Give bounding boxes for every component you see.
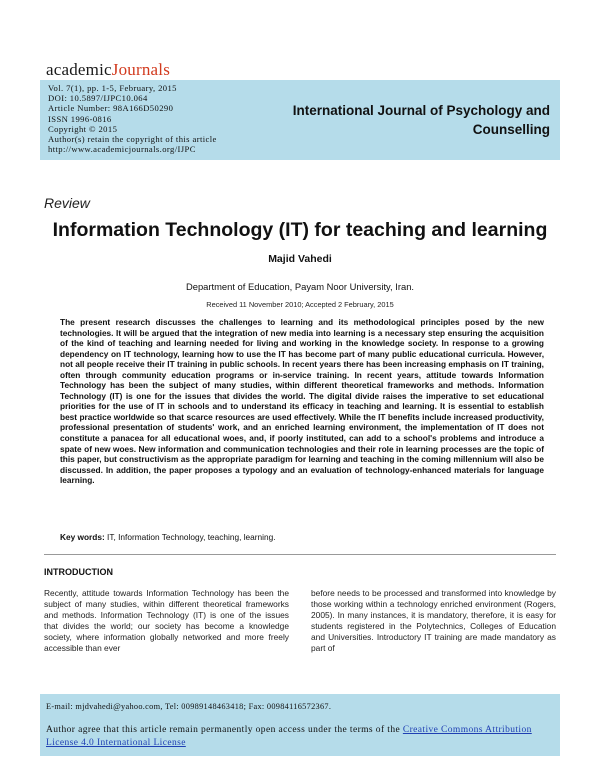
abstract: The present research discusses the challenges to learning and its methodological principles posed by the new technologies. It will be argued that the integration of new media into learning is a necessary step ensuring the acquisition of the kind of teaching and learning needed for living and working in the knowledge society. In response to a growing dependency on IT technology, learning how to use the IT has become part of many public educational curricula. However, not all people receive their IT training in public schools. In recent years there has been increasing emphasis on IT training, often through community education programs or in-service training. In recent years, attitude towards Information Technology has been the subject of many studies, within different theoretical frameworks and methods. Information Technology (IT) is one for the issues that divides the world. The digital divide raises the imperative to set educational priorities for the use of IT in schools and to understand its efficacy in teaching and learning. It is essential to establish best practice worldwide so that scarce resources are used effectively. While the IT benefits include increased productivity, professional presentation of students' work, and an enriched learning environment, the implementation of IT does not constitute a panacea for all educational woes, and, if poorly instituted, can add to a school's problems and introduce a spate of new woes. New information and communication technologies and their role in learning processes are the topic of this paper, but constructivism as the appropriate paradigm for learning and teaching in the coming millennium will also be discussed. In addition, the paper proposes a typology and an evaluation of technology-enhanced materials for language learning. [60, 317, 544, 486]
meta-url[interactable]: http://www.academicjournals.org/IJPC [48, 144, 196, 155]
received-dates: Received 11 November 2010; Accepted 2 February, 2015 [206, 300, 394, 309]
license-text: Author agree that this article remain permanently open access under the terms of the [46, 725, 403, 735]
keywords-list: IT, Information Technology, teaching, learning. [107, 532, 276, 542]
author-name: Majid Vahedi [268, 253, 332, 265]
publisher-logo [46, 60, 170, 80]
meta-doi: DOI: 10.5897/IJPC10.064 [48, 93, 148, 104]
journal-title-line1: International Journal of Psychology and [292, 103, 550, 118]
section-heading: INTRODUCTION [44, 567, 113, 577]
keywords-label: Key words: [60, 532, 105, 542]
body-column-left: Recently, attitude towards Information Technology has been the subject of many studies, within different theoretical frameworks and methods. Information Technology (IT) is one of the issues that divides the world; our society has become a knowledge society, where information globally networked and more freely accessible than ever [44, 588, 289, 654]
license-link[interactable]: Creative Commons Attribution License 4.0 International License [46, 725, 532, 748]
license-statement [46, 724, 546, 750]
article-meta [48, 83, 217, 154]
logo-text-part2: Journals [111, 60, 171, 79]
meta-article-number: Article Number: 98A166D50290 [48, 103, 174, 114]
header-banner [40, 80, 560, 160]
article-type: Review [44, 195, 90, 211]
journal-title-line2: Counselling [472, 122, 550, 137]
meta-volume: Vol. 7(1), pp. 1-5, February, 2015 [48, 83, 177, 93]
journal-title [280, 101, 550, 139]
correspondence-email: E-mail: mjdvahedi@yahoo.com, Tel: 00989148463418; Fax: 00984116572367. [46, 702, 332, 711]
meta-copyright: Copyright © 2015 [48, 123, 118, 134]
article-title: Information Technology (IT) for teaching and learning [52, 219, 548, 241]
author-affiliation: Department of Education, Payam Noor University, Iran. [185, 281, 415, 292]
meta-rights: Author(s) retain the copyright of this article [48, 134, 217, 145]
meta-issn: ISSN 1996-0816 [48, 113, 112, 124]
keywords [60, 532, 544, 542]
body-column-right: before needs to be processed and transformed into knowledge by those working within a technology enriched environment (Rogers, 2005). In many instances, it is mandatory, therefore, it is easy for students registered in the Polytechnics, Colleges of Education and Universities. Introductory IT training are made mandatory as part of [311, 588, 556, 654]
section-divider [44, 554, 556, 555]
logo-text-part1: academic [46, 60, 112, 79]
footer-note [40, 694, 560, 756]
